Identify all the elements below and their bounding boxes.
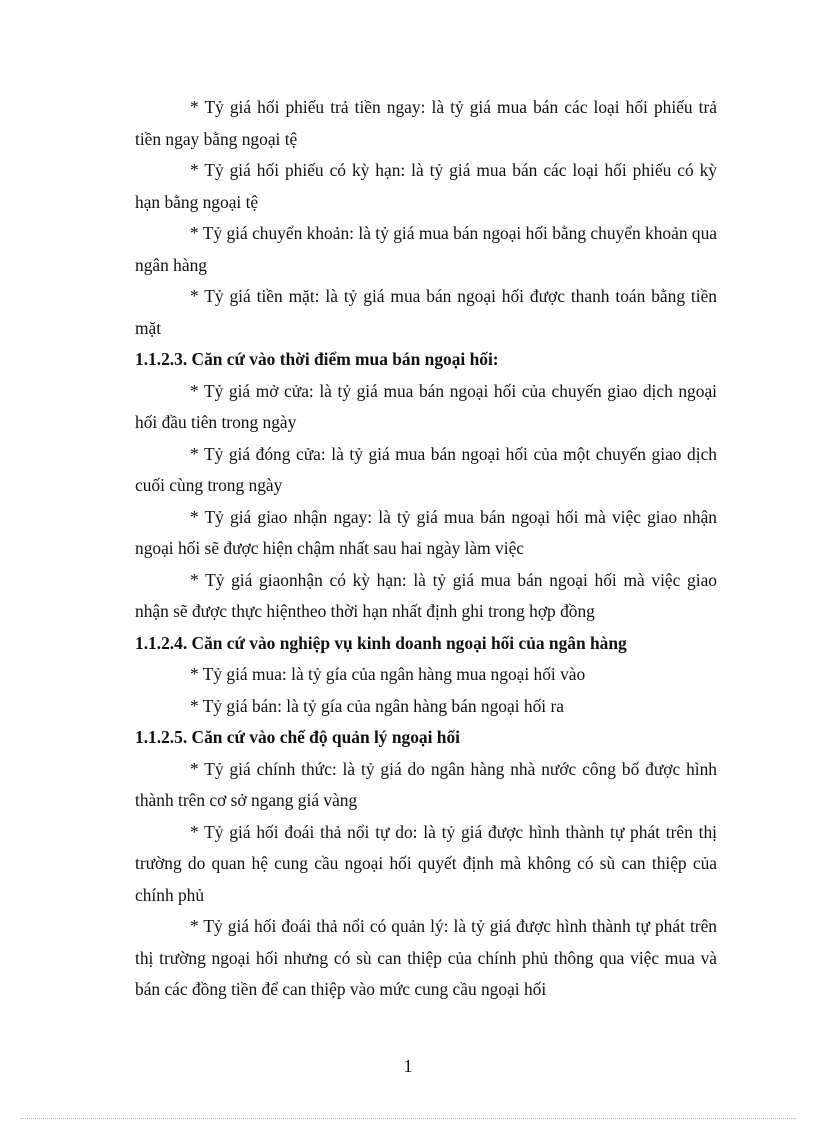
paragraph-transfer-rate: * Tỷ giá chuyển khoản: là tỷ giá mua bán ngoại hối bằng chuyển khoản qua ngân hàng (135, 223, 717, 275)
paragraph-spot-delivery-rate: * Tỷ giá giao nhận ngay: là tỷ giá mua bán ngoại hối mà việc giao nhận ngoại hối sẽ được hiện chậm nhất sau hai ngày làm việc (135, 506, 717, 558)
document-body (135, 92, 717, 1006)
paragraph-free-float-rate: * Tỷ giá hối đoái thả nổi tự do: là tỷ giá được hình thành tự phát trên thị trường do quan hệ cung cầu ngoại hối quyết định mà không có sù can thiệp của chính phủ (135, 821, 717, 905)
section-heading-1-1-2-3: 1.1.2.3. Căn cứ vào thời điểm mua bán ngoại hối: (135, 349, 499, 369)
paragraph-forward-delivery-rate: * Tỷ giá giaonhận có kỳ hạn: là tỷ giá mua bán ngoại hối mà việc giao nhận sẽ được thực hiệntheo thời hạn nhất định ghi trong hợp đồng (135, 569, 717, 621)
paragraph-closing-rate: * Tỷ giá đóng cửa: là tỷ giá mua bán ngoại hối của một chuyến giao dịch cuối cùng trong ngày (135, 443, 717, 495)
paragraph-buying-rate: * Tỷ giá mua: là tỷ gía của ngân hàng mua ngoại hối vào (190, 664, 586, 684)
paragraph-selling-rate: * Tỷ giá bán: là tỷ gía của ngân hàng bán ngoại hối ra (190, 695, 564, 716)
paragraph-managed-float-rate: * Tỷ giá hối đoái thả nổi có quản lý: là tỷ giá được hình thành tự phát trên thị trường ngoại hối nhưng có sù can thiệp của chính phủ thông qua việc mua và bán các đồng tiền để can thiệp vào mức cung cầu ngoại hối (135, 916, 717, 999)
page-bottom-divider (20, 1118, 796, 1119)
section-heading-1-1-2-5: 1.1.2.5. Căn cứ vào chế độ quản lý ngoại hối (135, 727, 460, 747)
section-heading-1-1-2-4: 1.1.2.4. Căn cứ vào nghiệp vụ kinh doanh ngoại hối của ngân hàng (135, 632, 627, 653)
paragraph-cash-rate: * Tỷ giá tiền mặt: là tỷ giá mua bán ngoại hối được thanh toán bằng tiền mặt (135, 286, 717, 338)
paragraph-opening-rate: * Tỷ giá mở cửa: là tỷ giá mua bán ngoại hối của chuyến giao dịch ngoại hối đầu tiên trong ngày (135, 380, 717, 432)
paragraph-official-rate: * Tỷ giá chính thức: là tỷ giá do ngân hàng nhà nước công bố được hình thành trên cơ sở ngang giá vàng (135, 758, 717, 810)
paragraph-bill-spot-rate: * Tỷ giá hối phiếu trả tiền ngay: là tỷ giá mua bán các loại hối phiếu trả tiền ngay bằng ngoại tệ (135, 97, 717, 149)
paragraph-bill-term-rate: * Tỷ giá hối phiếu có kỳ hạn: là tỷ giá mua bán các loại hối phiếu có kỳ hạn bằng ngoại tệ (135, 160, 717, 212)
page-number: 1 (403, 1056, 413, 1076)
